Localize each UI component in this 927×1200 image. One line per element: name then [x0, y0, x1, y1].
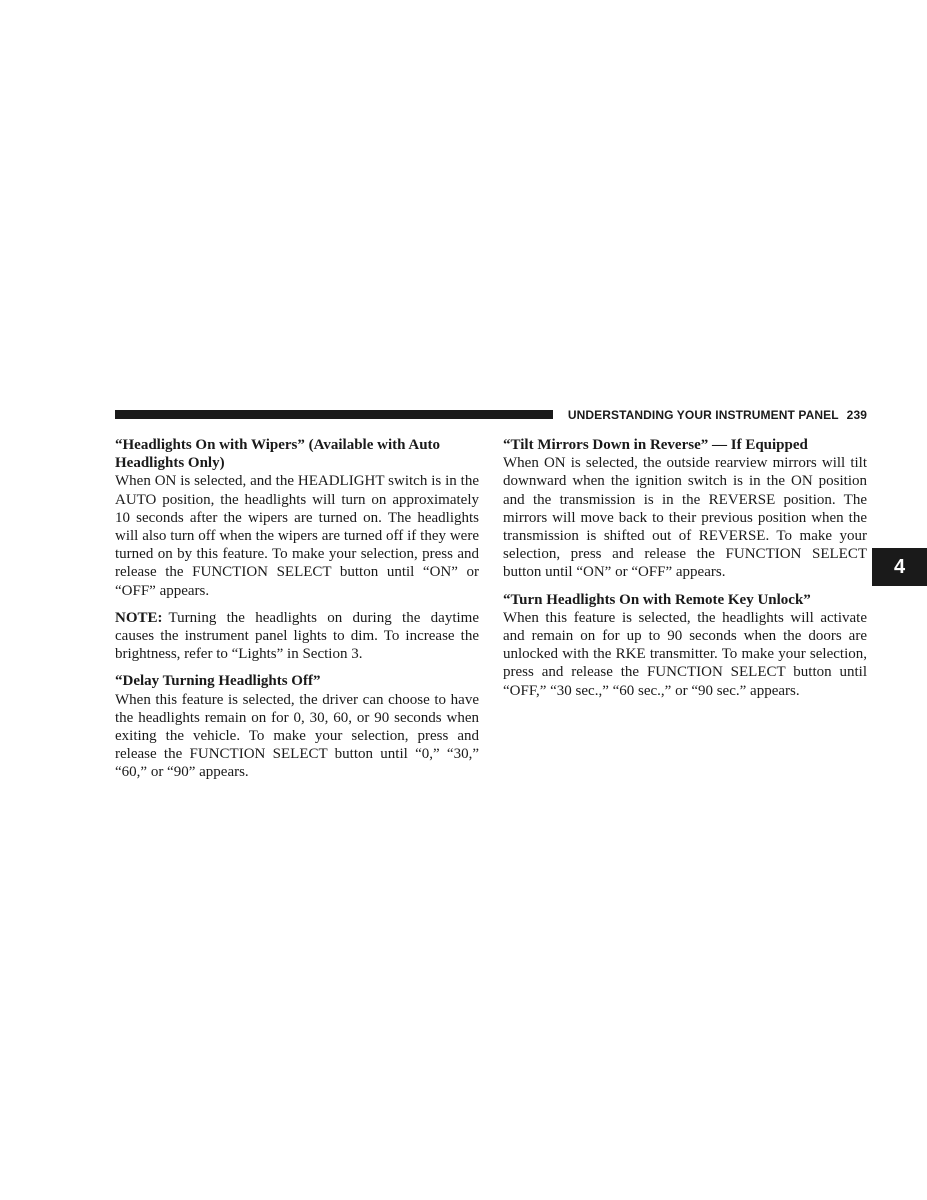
section-heading: “Headlights On with Wipers” (Available with Auto Headlights Only): [115, 437, 441, 472]
left-column: [115, 436, 479, 791]
section-turn-headlights-on-with-remote-key-unlock: [503, 591, 867, 700]
header-rule: [115, 410, 553, 419]
section-body: When ON is selected, the outside rearview mirrors will tilt downward when the ignition switch is in the ON position and the transmission is in the REVERSE position. The mirrors will move back to their previous position when the transmission is shifted out of REVERSE. To make your selection, press and release the FUNCTION SELECT button until “ON” or “OFF” appears.: [503, 455, 867, 581]
section-heading: “Turn Headlights On with Remote Key Unlock”: [503, 591, 811, 608]
section-heading: “Delay Turning Headlights Off”: [115, 673, 321, 690]
section-body: When ON is selected, and the HEADLIGHT switch is in the AUTO position, the headlights will turn on approximately 10 seconds after the wipers are turned on. The headlights will also turn off when the wipers are turned off if they were turned on by this feature. To make your selection, press and release the FUNCTION SELECT button until “ON” or “OFF” appears.: [115, 473, 479, 599]
page-number: 239: [846, 408, 867, 422]
header-title: UNDERSTANDING YOUR INSTRUMENT PANEL: [567, 408, 839, 422]
note-body: Turning the headlights on during the daytime causes the instrument panel lights to dim. To increase the brightness, refer to “Lights” in Section 3.: [115, 609, 479, 663]
section-body: When this feature is selected, the headlights will activate and remain on for up to 90 seconds when the doors are unlocked with the RKE transmitter. To make your selection, press and release the FUNCTION SELECT button until “OFF,” “30 sec.,” “60 sec.,” or “90 sec.” appears.: [503, 609, 867, 699]
section-headlights-on-with-wipers: [115, 436, 479, 600]
section-heading: “Tilt Mirrors Down in Reverse” — If Equipped: [503, 437, 808, 453]
section-delay-turning-headlights-off: [115, 672, 479, 781]
note-label: NOTE:: [115, 609, 163, 626]
section-body: When this feature is selected, the driver can choose to have the headlights remain on for 0, 30, 60, or 90 seconds when exiting the vehicle. To make your selection, press and release the FUNCTION SELECT button until “0,” “30,” “60,” or “90” appears.: [115, 691, 479, 781]
chapter-tab: 4: [872, 548, 927, 586]
note-paragraph: [115, 609, 479, 664]
right-column: [503, 436, 867, 709]
running-header: [563, 407, 867, 423]
section-tilt-mirrors-down-in-reverse: [503, 436, 867, 582]
